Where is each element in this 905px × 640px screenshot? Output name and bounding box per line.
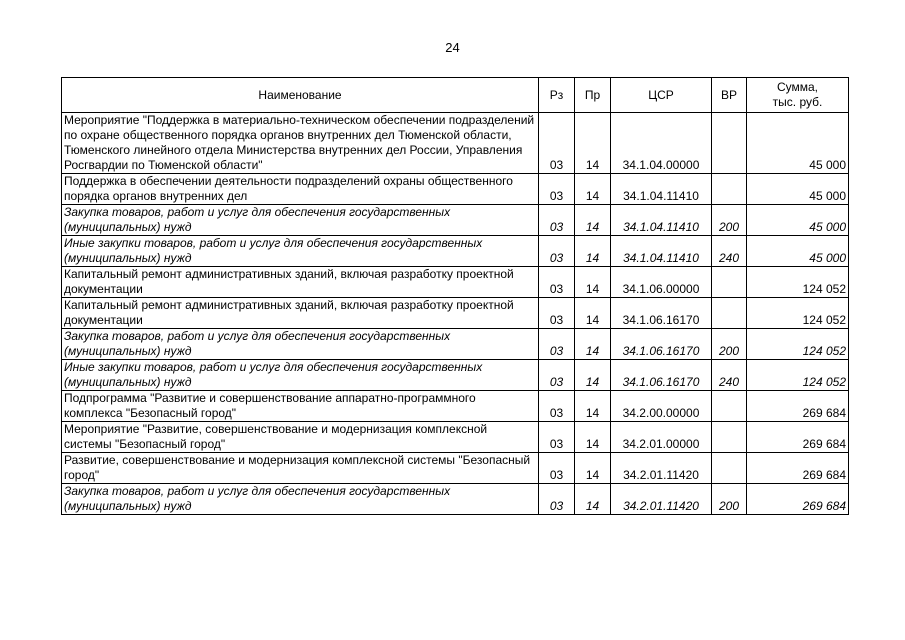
row-name: Закупка товаров, работ и услуг для обеспечения государственных (муниципальных) нужд: [62, 205, 539, 236]
row-vr: 240: [712, 360, 747, 391]
row-rz: 03: [539, 422, 575, 453]
table-row: [62, 422, 849, 453]
row-csr: 34.2.01.00000: [611, 422, 712, 453]
row-pr: 14: [575, 484, 611, 515]
row-rz: 03: [539, 113, 575, 174]
row-vr: [712, 267, 747, 298]
row-csr: 34.1.04.11410: [611, 236, 712, 267]
row-name: Капитальный ремонт административных зданий, включая разработку проектной документации: [62, 298, 539, 329]
row-name: Развитие, совершенствование и модернизация комплексной системы "Безопасный город": [62, 453, 539, 484]
row-vr: 200: [712, 484, 747, 515]
header-sum-line2: тыс. руб.: [772, 95, 823, 109]
table-row: [62, 205, 849, 236]
row-name: Закупка товаров, работ и услуг для обеспечения государственных (муниципальных) нужд: [62, 484, 539, 515]
row-pr: 14: [575, 236, 611, 267]
row-rz: 03: [539, 484, 575, 515]
row-vr: [712, 422, 747, 453]
row-rz: 03: [539, 360, 575, 391]
row-pr: 14: [575, 360, 611, 391]
table-row: [62, 236, 849, 267]
table-row: [62, 174, 849, 205]
table-row: [62, 113, 849, 174]
row-pr: 14: [575, 174, 611, 205]
row-csr: 34.1.04.11410: [611, 174, 712, 205]
row-csr: 34.2.01.11420: [611, 453, 712, 484]
row-vr: [712, 298, 747, 329]
budget-table: [61, 77, 849, 515]
table-row: [62, 484, 849, 515]
header-name: Наименование: [62, 78, 539, 113]
row-csr: 34.1.06.16170: [611, 298, 712, 329]
row-rz: 03: [539, 391, 575, 422]
row-sum: 45 000: [747, 113, 849, 174]
row-sum: 124 052: [747, 267, 849, 298]
row-rz: 03: [539, 205, 575, 236]
header-sum: [747, 78, 849, 113]
row-vr: 200: [712, 205, 747, 236]
table-row: [62, 329, 849, 360]
table-row: [62, 298, 849, 329]
table-body: [62, 113, 849, 515]
row-vr: [712, 174, 747, 205]
row-name: Поддержка в обеспечении деятельности подразделений охраны общественного порядка органов внутренних дел: [62, 174, 539, 205]
row-sum: 45 000: [747, 205, 849, 236]
header-csr: ЦСР: [611, 78, 712, 113]
row-sum: 45 000: [747, 174, 849, 205]
header-pr: Пр: [575, 78, 611, 113]
row-pr: 14: [575, 298, 611, 329]
row-name: Капитальный ремонт административных зданий, включая разработку проектной документации: [62, 267, 539, 298]
row-vr: 200: [712, 329, 747, 360]
row-pr: 14: [575, 329, 611, 360]
row-csr: 34.1.06.00000: [611, 267, 712, 298]
row-rz: 03: [539, 236, 575, 267]
row-vr: 240: [712, 236, 747, 267]
table-row: [62, 453, 849, 484]
table-row: [62, 360, 849, 391]
row-sum: 269 684: [747, 484, 849, 515]
row-pr: 14: [575, 391, 611, 422]
row-csr: 34.1.06.16170: [611, 360, 712, 391]
row-sum: 269 684: [747, 422, 849, 453]
row-pr: 14: [575, 113, 611, 174]
table-row: [62, 391, 849, 422]
row-rz: 03: [539, 174, 575, 205]
row-csr: 34.1.04.00000: [611, 113, 712, 174]
row-csr: 34.1.04.11410: [611, 205, 712, 236]
row-pr: 14: [575, 205, 611, 236]
row-name: Иные закупки товаров, работ и услуг для обеспечения государственных (муниципальных) нужд: [62, 236, 539, 267]
row-sum: 124 052: [747, 329, 849, 360]
row-rz: 03: [539, 453, 575, 484]
row-vr: [712, 113, 747, 174]
row-name: Иные закупки товаров, работ и услуг для обеспечения государственных (муниципальных) нужд: [62, 360, 539, 391]
row-csr: 34.2.01.11420: [611, 484, 712, 515]
row-sum: 124 052: [747, 298, 849, 329]
table-row: [62, 267, 849, 298]
row-sum: 124 052: [747, 360, 849, 391]
page-number: 24: [445, 40, 460, 55]
row-csr: 34.2.00.00000: [611, 391, 712, 422]
row-sum: 45 000: [747, 236, 849, 267]
row-vr: [712, 453, 747, 484]
row-sum: 269 684: [747, 453, 849, 484]
row-pr: 14: [575, 453, 611, 484]
header-sum-line1: Сумма,: [776, 80, 819, 94]
row-pr: 14: [575, 422, 611, 453]
table-header-row: [62, 78, 849, 113]
row-vr: [712, 391, 747, 422]
row-rz: 03: [539, 329, 575, 360]
row-rz: 03: [539, 267, 575, 298]
row-pr: 14: [575, 267, 611, 298]
row-rz: 03: [539, 298, 575, 329]
header-rz: Рз: [539, 78, 575, 113]
row-sum: 269 684: [747, 391, 849, 422]
row-name: Подпрограмма "Развитие и совершенствование аппаратно-программного комплекса "Безопасный город": [62, 391, 539, 422]
row-csr: 34.1.06.16170: [611, 329, 712, 360]
row-name: Мероприятие "Поддержка в материально-техническом обеспечении подразделений по охране общественного порядка органов внутренних дел Тюменской области, Тюменского линейного отдела Министерства внутренних дел России, Управления Росгвардии по Тюменской области": [62, 113, 539, 174]
row-name: Закупка товаров, работ и услуг для обеспечения государственных (муниципальных) нужд: [62, 329, 539, 360]
header-vr: ВР: [712, 78, 747, 113]
row-name: Мероприятие "Развитие, совершенствование и модернизация комплексной системы "Безопасный город": [62, 422, 539, 453]
